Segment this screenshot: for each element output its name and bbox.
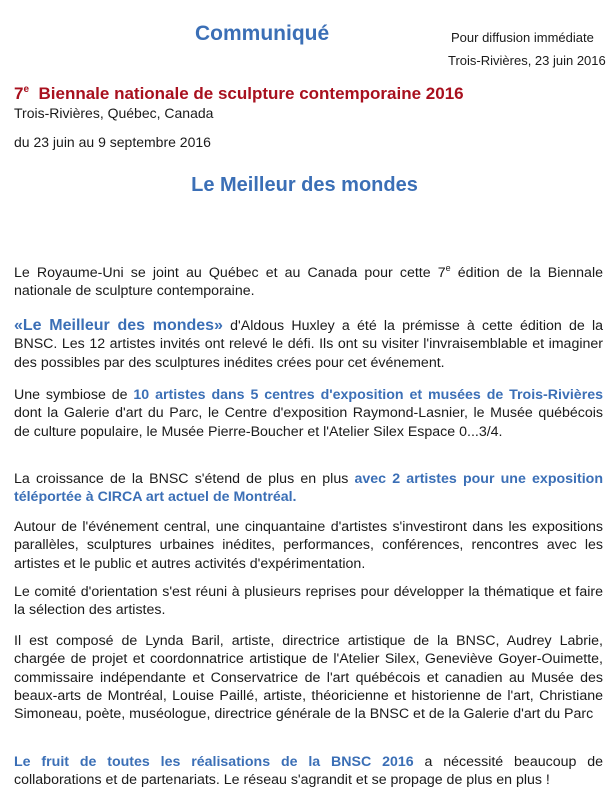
communique-title: Communiqué (195, 22, 330, 45)
event-dates: du 23 juin au 9 septembre 2016 (14, 134, 211, 150)
p8-highlight: Le fruit de toutes les réalisations de la BNSC 2016 (14, 754, 414, 770)
edition-superscript: e (23, 84, 30, 95)
p2-text: d'Aldous Huxley a été la prémisse à cette édition de la BNSC. Les 12 artistes invités ont relevé le défi. Ils ont su visiter l'invraisemblable et imaginer des possibles par des sculptures inédites crées pour cet événement. (14, 318, 603, 371)
p4-highlight: avec 2 artistes pour une exposition téléportée à CIRCA art actuel de Montréal. (14, 471, 603, 506)
event-title (14, 84, 464, 104)
event-name: Biennale nationale de sculpture contemporaine 2016 (38, 84, 464, 103)
paragraph-realisations (14, 753, 603, 790)
p4-text: La croissance de la BNSC s'étend de plus en plus (14, 471, 355, 487)
dateline: Trois-Rivières, 23 juin 2016 (448, 53, 606, 68)
paragraph-intro (14, 264, 603, 301)
paragraph-symbiose (14, 386, 603, 441)
p1-text-b: édition de la Biennale nationale de sculpture contemporaine. (14, 265, 603, 300)
p1-text-a: Le Royaume-Uni se joint au Québec et au Canada pour cette 7 (14, 265, 446, 281)
paragraph-evenement: Autour de l'événement central, une cinquantaine d'artistes s'investiront dans les expositions parallèles, sculptures urbaines inédites, performances, conférences, rencontres avec les artistes et le public et autres activités d'expérimentation. (14, 519, 603, 572)
p3-text-a: Une symbiose de (14, 387, 134, 403)
edition-number: 7 (14, 84, 24, 103)
theme-title: Le Meilleur des mondes (191, 174, 418, 196)
p3-text-b: dont la Galerie d'art du Parc, le Centre d'exposition Raymond-Lasnier, le Musée québécois de culture populaire, le Musée Pierre-Boucher et l'Atelier Silex Espace 0...3/4. (14, 405, 603, 440)
p8-text: a nécessité beaucoup de collaborations et de partenariats. Le réseau s'agrandit et se propage de plus en plus ! (14, 754, 603, 789)
p2-highlight: «Le Meilleur des mondes» (14, 317, 223, 334)
paragraph-comite: Le comité d'orientation s'est réuni à plusieurs reprises pour développer la thématique et faire la sélection des artistes. (14, 584, 603, 619)
p3-highlight: 10 artistes dans 5 centres d'exposition et musées de Trois-Rivières (133, 387, 603, 403)
paragraph-composition: Il est composé de Lynda Baril, artiste, directrice artistique de la BNSC, Audrey Labrie, chargée de projet et coordonnatrice artistique de l'Atelier Silex, Geneviève Goyer-Ouimette, commissaire indépendante et Conservatrice de l'art québécois et canadien au Musée des beaux-arts de Montréal, Louise Paillé, artiste, théoricienne et historienne de l'art, Christiane Simoneau, poète, muséologue, directrice générale de la BNSC et de la Galerie d'art du Parc (14, 633, 603, 723)
event-place: Trois-Rivières, Québec, Canada (14, 105, 214, 121)
paragraph-theme (14, 317, 603, 372)
diffusion-label: Pour diffusion immédiate (451, 30, 594, 45)
p1-superscript: e (445, 263, 451, 273)
paragraph-croissance (14, 470, 603, 507)
